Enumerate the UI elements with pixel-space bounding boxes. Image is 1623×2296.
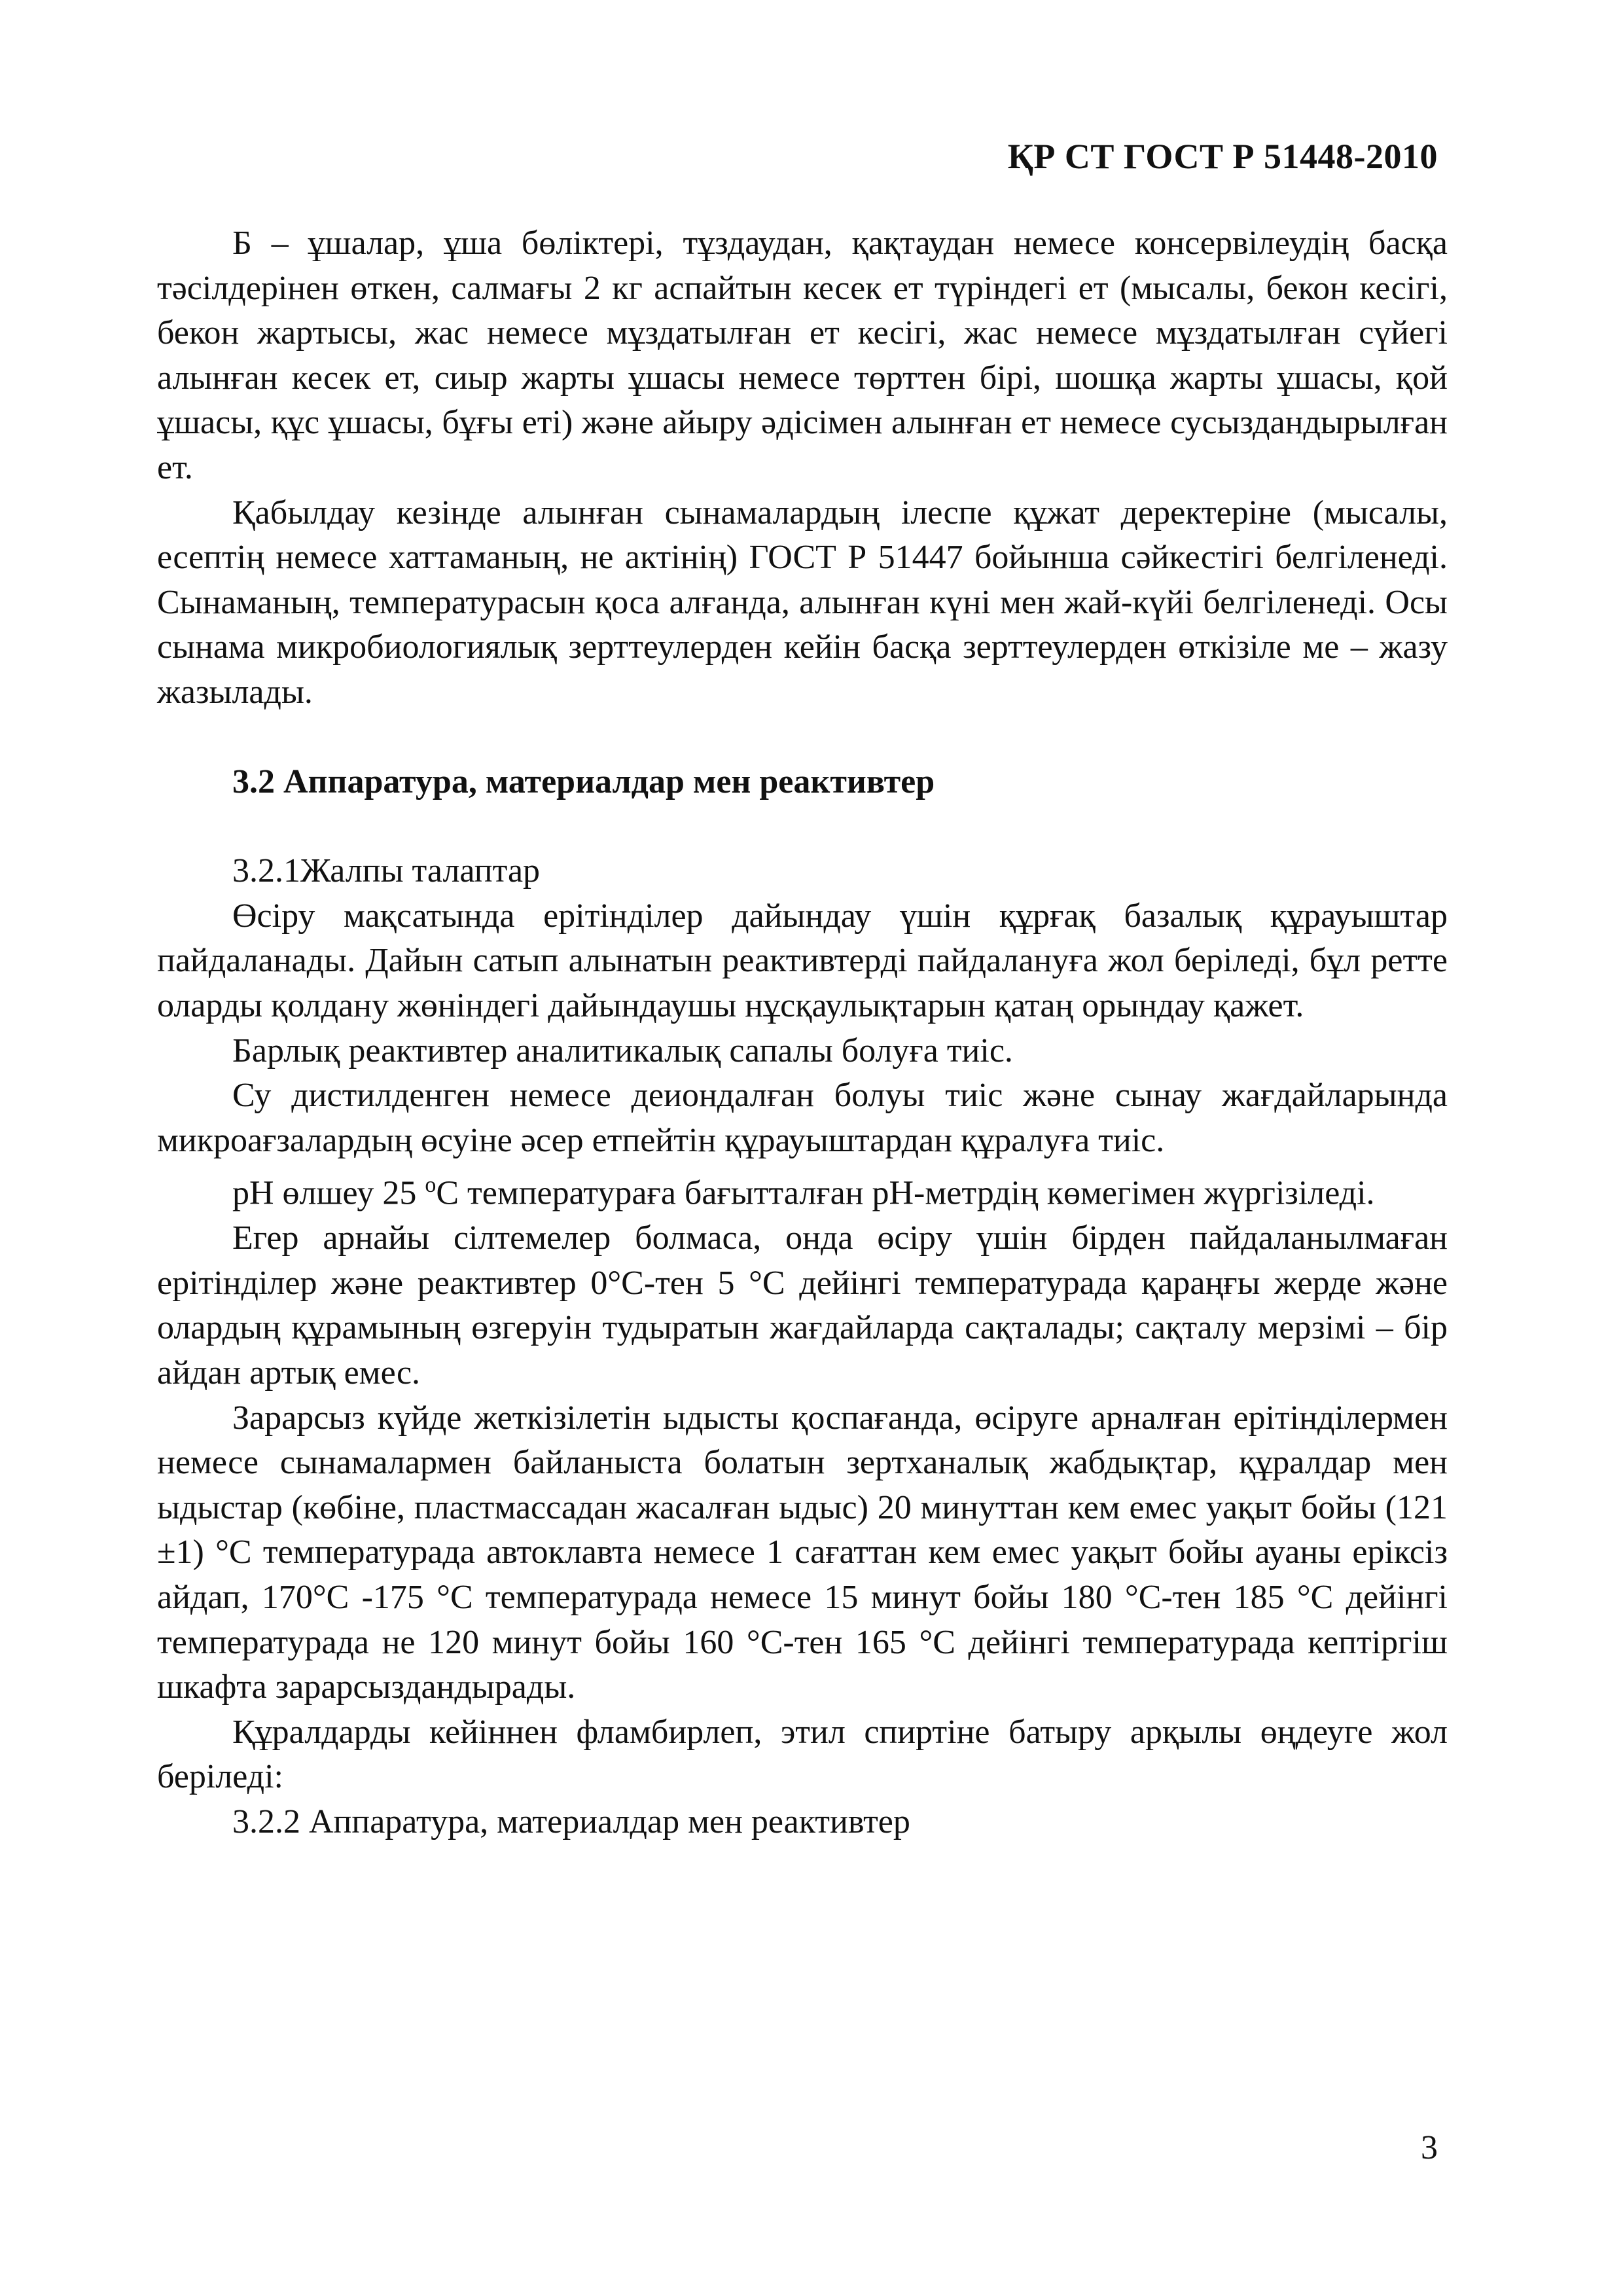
paragraph: Б – ұшалар, ұша бөліктері, тұздаудан, қақтаудан немесе консервілеудің басқа тәсілдерінен өткен, салмағы 2 кг аспайтын кесек ет түріндегі ет (мысалы, бекон кесігі, бекон жартысы, жас немесе мұздатылған ет кесігі, жас немесе мұздатылған сүйегі алынған кесек ет, сиыр жарты ұшасы немесе төрттен бірі, шошқа жарты ұшасы, қой ұшасы, құс ұшасы, бұғы еті) және айыру әдісімен алынған ет немесе сусыздандырылған ет.	[157, 224, 1448, 486]
paragraph: Зарарсыз күйде жеткізілетін ыдысты қоспағанда, өсіруге арналған ерітінділермен немесе сынамалармен байланыста болатын зертханалық жабдықтар, құралдар мен ыдыстар (көбіне, пластмассадан жасалған ыдыс) 20 минуттан кем емес уақыт бойы (121 ±1) °С температурада автоклавта немесе 1 сағаттан кем емес уақыт бойы ауаны еріксіз айдап, 170°С -175 °С температурада немесе 15 минут бойы 180 °С-тен 185 °С дейінгі температурада не 120 минут бойы 160 °С-тен 165 °С дейінгі температурада кептіргіш шкафта зарарсыздандырады.	[157, 1399, 1448, 1706]
paragraph: Барлық реактивтер аналитикалық сапалы болуға тиіс.	[232, 1031, 1013, 1069]
page-number: 3	[1421, 2129, 1438, 2166]
paragraph: Қабылдау кезінде алынған сынамалардың ілеспе құжат деректеріне (мысалы, есептің немесе хаттаманың, не актінің) ГОСТ Р 51447 бойынша сәйкестігі белгіленеді. Сынаманың, температурасын қоса алғанда, алынған күні мен жай-күйі белгіленеді. Осы сынама микробиологиялық зерттеулерден кейін басқа зерттеулерден өткізіле ме – жазу жазылады.	[157, 493, 1448, 711]
subsection-title: 3.2.1Жалпы талаптар	[232, 852, 541, 890]
section-heading: 3.2 Аппаратура, материалдар мен реактивтер	[232, 762, 935, 800]
ph-text-before: pH өлшеу 25	[232, 1174, 425, 1212]
degree-superscript: о	[425, 1173, 437, 1198]
document-body	[157, 221, 1448, 1845]
paragraph: Өсіру мақсатында ерітінділер дайындау үшін құрғақ базалық құрауыштар пайдаланады. Дайын сатып алынатын реактивтерді пайдалануға жол беріледі, бұл ретте оларды қолдану жөніндегі дайындаушы нұсқаулықтарын қатаң орындау қажет.	[157, 897, 1448, 1024]
paragraph: Егер арнайы сілтемелер болмаса, онда өсіру үшін бірден пайдаланылмаған ерітінділер және реактивтер 0°С-тен 5 °С дейінгі температурада қараңғы жерде және олардың құрамының өзгеруін тудыратын жағдайларда сақталады; сақталу мерзімі – бір айдан артық емес.	[157, 1219, 1448, 1391]
ph-paragraph	[157, 1163, 1448, 1216]
paragraph: Құралдарды кейіннен фламбирлеп, этил спиртіне батыру арқылы өңдеуге жол беріледі:	[157, 1713, 1448, 1796]
ph-text-after: С температураға бағытталған pH-метрдің көмегімен жүргізіледі.	[436, 1174, 1375, 1212]
paragraph: Су дистилденген немесе деиондалған болуы тиіс және сынау жағдайларында микроағзалардың өсуіне әсер етпейтін құрауыштардан құралуға тиіс.	[157, 1077, 1448, 1159]
subsection-title: 3.2.2 Аппаратура, материалдар мен реактивтер	[232, 1803, 910, 1840]
document-header: ҚР СТ ГОСТ Р 51448-2010	[1007, 137, 1438, 176]
